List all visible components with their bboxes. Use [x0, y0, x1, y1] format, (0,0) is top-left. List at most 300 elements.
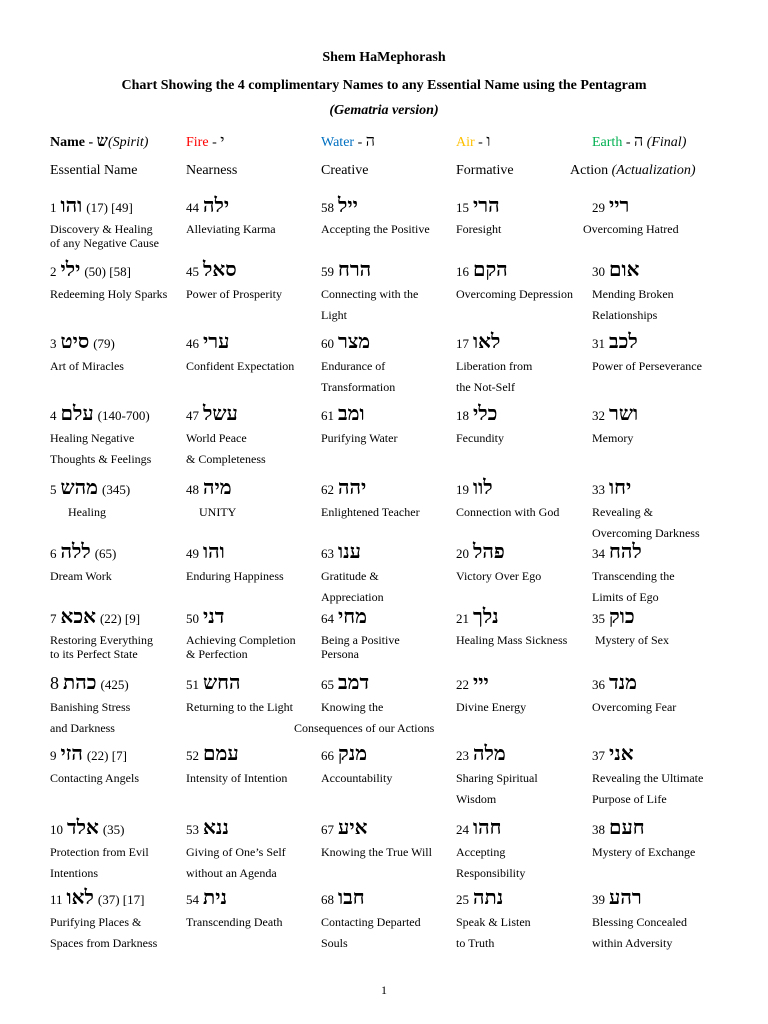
name-number: 18: [456, 408, 469, 423]
name-number: 2: [50, 264, 57, 279]
name-number: 51: [186, 677, 199, 692]
name-number: 65: [321, 677, 334, 692]
water-name-cell: [321, 194, 456, 236]
name-number: 38: [592, 822, 605, 837]
name-heading: [186, 258, 321, 282]
name-number: 63: [321, 546, 334, 561]
hebrew-name: כוק: [609, 606, 635, 628]
hebrew-name: ללה: [60, 541, 91, 563]
name-description: Overcoming Depression: [456, 287, 573, 301]
name-heading: [456, 816, 591, 840]
name-description: Enduring Happiness: [186, 569, 284, 583]
name-description: Knowing the True Will: [321, 845, 432, 859]
hebrew-name: חבו: [338, 887, 365, 909]
name-description: Accepting Responsibility: [456, 845, 526, 880]
name-description: Being a Positive Persona: [321, 633, 400, 661]
column-dash: -: [625, 135, 631, 150]
gematria-value: (140-700): [97, 408, 150, 423]
air-name-cell: [456, 886, 591, 954]
earth-name-cell: [592, 671, 727, 718]
name-description: Contacting Angels: [50, 771, 139, 785]
hebrew-name: מלה: [473, 743, 506, 765]
hebrew-letter: ה: [365, 133, 375, 150]
name-row: [0, 330, 768, 394]
name-number: 35: [592, 611, 605, 626]
earth-name-cell: [592, 476, 727, 544]
hebrew-name: ומב: [338, 403, 365, 425]
name-heading: [456, 886, 591, 910]
essential-name-cell: [50, 258, 185, 305]
hebrew-name: מנק: [338, 743, 368, 765]
name-description: Banishing Stress and Darkness: [50, 700, 131, 735]
hebrew-name: והו: [203, 541, 225, 563]
name-heading: [50, 742, 185, 766]
name-description: Foresight: [456, 222, 502, 236]
fire-name-cell: [186, 330, 321, 377]
water-name-cell: [321, 816, 456, 863]
gematria-value: (425): [100, 677, 129, 692]
name-description: Art of Miracles: [50, 359, 124, 373]
gematria-value: (65): [94, 546, 117, 561]
earth-name-cell: [583, 194, 727, 236]
water-column-role: Creative: [321, 163, 369, 178]
name-description: Overcoming Hatred: [583, 222, 679, 236]
hebrew-name: ננא: [203, 817, 229, 839]
name-heading: [321, 330, 456, 354]
name-row: [0, 886, 768, 950]
name-row: [0, 671, 768, 735]
name-description: Power of Prosperity: [186, 287, 282, 301]
name-heading: [592, 742, 727, 766]
air-name-cell: [456, 330, 591, 398]
air-name-cell: [456, 476, 591, 523]
column-note: (Final): [646, 135, 687, 150]
name-description: Knowing the Consequences of our Actions: [294, 700, 435, 735]
name-description: World Peace & Completeness: [186, 431, 266, 466]
name-heading: [186, 194, 321, 218]
name-description: Overcoming Fear: [592, 700, 677, 714]
name-heading: [456, 540, 591, 564]
hebrew-name: לוו: [473, 477, 493, 499]
name-heading: [456, 671, 591, 695]
air-name-cell: [456, 816, 591, 884]
name-heading: [592, 258, 727, 282]
name-number: 67: [321, 822, 334, 837]
name-heading: [592, 605, 727, 629]
name-number: 20: [456, 546, 469, 561]
name-number: 4: [50, 408, 57, 423]
fire-name-cell: [186, 742, 321, 789]
name-description: Accepting the Positive: [321, 222, 430, 236]
water-name-cell: [321, 605, 456, 661]
water-name-cell: [294, 671, 456, 739]
hebrew-name: להח: [609, 541, 642, 563]
name-heading: [592, 402, 727, 426]
fire-column-header: [186, 131, 321, 154]
name-number: 50: [186, 611, 199, 626]
hebrew-name: סאל: [203, 259, 237, 281]
name-row: [0, 742, 768, 806]
name-heading: [186, 605, 321, 629]
spirit-column-role: Essential Name: [50, 163, 138, 178]
essential-name-cell: [50, 330, 185, 377]
name-number: 39: [592, 892, 605, 907]
fire-name-cell: [186, 476, 321, 523]
name-description: Contacting Departed Souls: [321, 915, 421, 950]
name-number: 11: [50, 892, 63, 907]
fire-name-cell: [186, 540, 321, 587]
name-description: Sharing Spiritual Wisdom: [456, 771, 538, 806]
name-number: 48: [186, 482, 199, 497]
name-description: Alleviating Karma: [186, 222, 276, 236]
name-heading: [592, 671, 727, 695]
hebrew-name: ריי: [609, 195, 630, 217]
hebrew-letter: ש: [96, 133, 108, 150]
name-heading: [321, 605, 456, 629]
hebrew-name: דני: [203, 606, 225, 628]
gematria-value: (35): [102, 822, 125, 837]
name-number: 68: [321, 892, 334, 907]
name-heading: [592, 194, 727, 218]
name-number: 46: [186, 336, 199, 351]
air-column-role: Formative: [456, 163, 514, 178]
earth-name-cell: [592, 605, 727, 647]
name-description: Intensity of Intention: [186, 771, 288, 785]
hebrew-name: כהת: [63, 672, 97, 694]
gematria-value: (22) [7]: [86, 748, 127, 763]
name-heading: [456, 258, 591, 282]
name-heading: [321, 258, 456, 282]
hebrew-name: יהה: [338, 477, 367, 499]
hebrew-name: ערי: [203, 331, 230, 353]
essential-name-cell: [50, 886, 185, 954]
name-number: 45: [186, 264, 199, 279]
fire-name-cell: [186, 886, 321, 933]
earth-name-cell: [592, 402, 727, 449]
essential-name-cell: [50, 476, 185, 523]
name-number: 29: [592, 200, 605, 215]
name-number: 16: [456, 264, 469, 279]
name-row: [0, 816, 768, 880]
name-heading: [321, 886, 456, 910]
name-heading: [50, 816, 185, 840]
water-name-cell: [321, 886, 456, 954]
hebrew-name: ייל: [338, 195, 358, 217]
name-heading: [592, 330, 727, 354]
name-description: Victory Over Ego: [456, 569, 542, 583]
column-label: Name: [50, 135, 85, 150]
fire-name-cell: [186, 258, 321, 305]
name-heading: [186, 540, 321, 564]
water-name-cell: [321, 540, 456, 608]
name-description: Redeeming Holy Sparks: [50, 287, 168, 301]
hebrew-name: איע: [338, 817, 368, 839]
name-number: 58: [321, 200, 334, 215]
name-number: 53: [186, 822, 199, 837]
name-description: Achieving Completion & Perfection: [186, 633, 296, 661]
hebrew-name: יחו: [609, 477, 632, 499]
name-number: 8: [50, 673, 59, 693]
name-row: [0, 258, 768, 322]
name-number: 64: [321, 611, 334, 626]
hebrew-name: אכא: [60, 606, 96, 628]
name-heading: [186, 886, 321, 910]
column-label: Fire: [186, 135, 209, 150]
gematria-value: (79): [93, 336, 115, 351]
earth-column-header: [592, 131, 727, 154]
name-description: Speak & Listen to Truth: [456, 915, 531, 950]
name-number: 6: [50, 546, 57, 561]
name-number: 19: [456, 482, 469, 497]
hebrew-name: ושר: [609, 403, 639, 425]
name-heading: [186, 402, 321, 426]
name-heading: [50, 476, 185, 500]
name-heading: [456, 194, 591, 218]
name-heading: [592, 816, 727, 840]
name-description: Connecting with the Light: [321, 287, 419, 322]
column-dash: -: [357, 135, 363, 150]
hebrew-name: נלך: [473, 606, 499, 628]
fire-name-cell: [186, 402, 321, 470]
name-heading: [186, 742, 321, 766]
name-number: 59: [321, 264, 334, 279]
name-number: 15: [456, 200, 469, 215]
column-label: Water: [321, 135, 355, 150]
essential-name-cell: [50, 540, 185, 587]
air-column-header: [456, 131, 591, 154]
air-name-cell: [456, 258, 591, 305]
name-description: Healing: [68, 505, 106, 519]
name-description: Endurance of Transformation: [321, 359, 396, 394]
name-number: 9: [50, 748, 57, 763]
column-dash: -: [212, 135, 217, 150]
name-number: 10: [50, 822, 63, 837]
hebrew-name: הרי: [473, 195, 500, 217]
hebrew-name: רהע: [609, 887, 642, 909]
name-heading: [186, 330, 321, 354]
water-name-cell: [321, 258, 456, 326]
name-number: 30: [592, 264, 605, 279]
name-number: 66: [321, 748, 334, 763]
essential-name-cell: [50, 671, 185, 739]
name-heading: [592, 540, 727, 564]
earth-name-cell: [592, 540, 727, 608]
name-description: Healing Mass Sickness: [456, 633, 568, 647]
name-heading: [456, 605, 591, 629]
hebrew-name: עלם: [60, 403, 94, 425]
name-heading: [50, 402, 185, 426]
name-row: [0, 402, 768, 466]
column-role: Action: [570, 163, 609, 178]
water-name-cell: [321, 402, 456, 449]
hebrew-name: מנד: [609, 672, 637, 694]
name-heading: [186, 816, 321, 840]
column-label: Air: [456, 135, 475, 150]
name-description: Transcending Death: [186, 915, 283, 929]
name-description: Enlightened Teacher: [321, 505, 420, 519]
name-number: 22: [456, 677, 469, 692]
name-description: Connection with God: [456, 505, 560, 519]
name-description: Purifying Water: [321, 431, 398, 445]
hebrew-name: ענו: [338, 541, 361, 563]
name-heading: [50, 258, 185, 282]
name-number: 62: [321, 482, 334, 497]
name-description: Mystery of Sex: [595, 633, 669, 647]
name-description: Revealing & Overcoming Darkness: [592, 505, 700, 540]
name-description: Divine Energy: [456, 700, 527, 714]
name-heading: [50, 605, 185, 629]
name-heading: [321, 476, 456, 500]
air-name-cell: [456, 540, 591, 587]
hebrew-name: נתה: [473, 887, 504, 909]
name-number: 5: [50, 482, 57, 497]
hebrew-letter: י: [220, 133, 225, 150]
hebrew-name: החש: [203, 672, 241, 694]
name-row: [0, 605, 768, 661]
hebrew-name: עשל: [203, 403, 238, 425]
hebrew-name: חהו: [473, 817, 502, 839]
gematria-value: (37) [17]: [97, 892, 145, 907]
hebrew-name: והו: [60, 195, 83, 217]
document-version: (Gematria version): [329, 103, 439, 118]
fire-name-cell: [186, 194, 321, 236]
hebrew-name: הרח: [338, 259, 372, 281]
spirit-column-header: [50, 131, 185, 154]
essential-name-cell: [50, 194, 185, 250]
name-number: 44: [186, 200, 199, 215]
name-number: 61: [321, 408, 334, 423]
hebrew-name: כלי: [473, 403, 498, 425]
name-heading: [321, 742, 456, 766]
name-description: Blessing Concealed within Adversity: [592, 915, 687, 950]
name-number: 49: [186, 546, 199, 561]
air-name-cell: [456, 402, 591, 449]
name-number: 36: [592, 677, 605, 692]
name-row: [0, 194, 768, 250]
hebrew-name: מחי: [338, 606, 367, 628]
name-description: Accountability: [321, 771, 393, 785]
document-subtitle: Chart Showing the 4 complimentary Names to any Essential Name using the Pentagram: [121, 78, 647, 93]
name-number: 25: [456, 892, 469, 907]
fire-column-role: Nearness: [186, 163, 238, 178]
role-header-row: [0, 160, 768, 184]
name-heading: [592, 476, 727, 500]
name-number: 3: [50, 336, 57, 351]
name-description: Protection from Evil Intentions: [50, 845, 149, 880]
hebrew-name: ייי: [473, 672, 489, 694]
fire-name-cell: [186, 816, 321, 884]
water-name-cell: [321, 476, 456, 523]
hebrew-name: לאו: [473, 331, 501, 353]
name-heading: [321, 540, 456, 564]
hebrew-name: לכב: [609, 331, 638, 353]
name-heading: [50, 194, 185, 218]
hebrew-name: אלד: [67, 817, 99, 839]
name-number: 54: [186, 892, 199, 907]
name-description: Transcending the Limits of Ego: [592, 569, 675, 604]
column-label: Earth: [592, 135, 623, 150]
hebrew-letter: ה: [634, 133, 644, 150]
water-column-header: [321, 131, 456, 154]
earth-column-role: [570, 160, 727, 182]
essential-name-cell: [50, 605, 185, 661]
hebrew-name: עמם: [203, 743, 239, 765]
earth-name-cell: [592, 816, 727, 863]
hebrew-name: סיט: [60, 331, 90, 353]
name-description: Giving of One’s Self without an Agenda: [186, 845, 286, 880]
essential-name-cell: [50, 742, 185, 789]
water-name-cell: [321, 742, 456, 789]
column-role-note: (Actualization): [611, 163, 696, 178]
page-number: 1: [381, 983, 387, 997]
name-heading: [50, 671, 185, 695]
name-heading: [186, 671, 321, 695]
fire-name-cell: [186, 605, 321, 661]
name-description: UNITY: [199, 505, 237, 519]
name-number: 7: [50, 611, 57, 626]
name-heading: [50, 540, 185, 564]
name-number: 31: [592, 336, 605, 351]
name-description: Restoring Everything to its Perfect State: [50, 633, 153, 661]
name-description: Mystery of Exchange: [592, 845, 696, 859]
name-description: Power of Perseverance: [592, 359, 702, 373]
water-name-cell: [321, 330, 456, 398]
name-heading: [456, 476, 591, 500]
name-number: 1: [50, 200, 57, 215]
hebrew-name: הזי: [60, 743, 83, 765]
air-name-cell: [456, 742, 591, 810]
earth-name-cell: [592, 330, 727, 377]
name-description: Returning to the Light: [186, 700, 293, 714]
hebrew-name: נית: [203, 887, 227, 909]
name-number: 34: [592, 546, 605, 561]
name-heading: [321, 194, 456, 218]
name-heading: [321, 402, 456, 426]
air-name-cell: [456, 194, 591, 236]
name-number: 21: [456, 611, 469, 626]
essential-name-cell: [50, 816, 185, 884]
hebrew-name: אום: [609, 259, 640, 281]
name-number: 47: [186, 408, 199, 423]
name-heading: [50, 330, 185, 354]
gematria-value: (50) [58]: [84, 264, 131, 279]
name-number: 52: [186, 748, 199, 763]
name-heading: [321, 816, 456, 840]
earth-name-cell: [592, 258, 727, 326]
hebrew-name: מיה: [203, 477, 232, 499]
hebrew-name: ילי: [60, 259, 81, 281]
name-number: 23: [456, 748, 469, 763]
name-description: Healing Negative Thoughts & Feelings: [50, 431, 152, 466]
name-heading: [50, 886, 185, 910]
element-header-row: [0, 131, 768, 155]
gematria-value: (345): [102, 482, 131, 497]
name-description: Revealing the Ultimate Purpose of Life: [592, 771, 704, 806]
name-heading: [186, 476, 321, 500]
name-description: Mending Broken Relationships: [592, 287, 674, 322]
column-dash: -: [88, 135, 94, 150]
name-description: Memory: [592, 431, 634, 445]
name-description: Gratitude & Appreciation: [321, 569, 384, 604]
name-row: [0, 476, 768, 540]
column-dash: -: [478, 135, 483, 150]
hebrew-letter: ו: [486, 133, 491, 150]
gematria-value: (22) [9]: [99, 611, 141, 626]
earth-name-cell: [592, 742, 727, 810]
hebrew-name: מצר: [338, 331, 371, 353]
name-number: 60: [321, 336, 334, 351]
name-row: [0, 540, 768, 604]
